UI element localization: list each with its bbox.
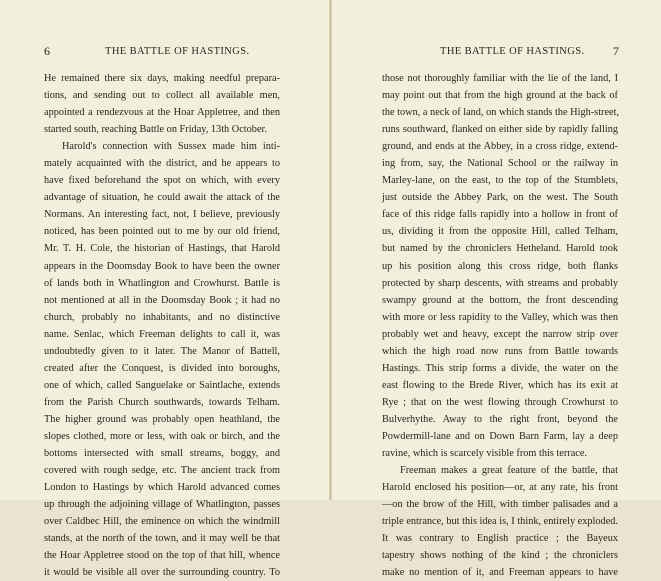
text-line: appears in the Doomsday Book to have been the owner xyxy=(44,260,280,272)
running-head: THE BATTLE OF HASTINGS. xyxy=(440,46,585,57)
text-line: The higher ground was probably open heathland, the xyxy=(44,413,280,425)
text-line: stands, at the north of the town, and it may well be that xyxy=(44,533,280,545)
text-line: runs southward, flanked on either side by rapidly falling xyxy=(382,124,618,136)
text-line: Normans. An interesting fact, not, I believe, previously xyxy=(44,209,280,221)
right-page xyxy=(332,0,661,579)
text-line: Rye ; that on the west flowing through Crowhurst to xyxy=(382,396,618,408)
text-line: Powdermill-lane and on Down Barn Farm, lay a deep xyxy=(382,430,618,442)
text-line: It was contrary to English practice ; the Bayeux xyxy=(382,533,618,545)
text-line: mately acquainted with the district, and he appears to xyxy=(44,158,280,170)
text-line: Harold enclosed his position—or, at any rate, his front xyxy=(382,482,618,494)
text-line: just outside the Abbey Park, on the west. The South xyxy=(382,192,618,204)
text-line: appointed a rendezvous at the Hoar Appletree, and then xyxy=(44,107,280,119)
text-line: Bulverhythe. Away to the right front, beyond the xyxy=(382,413,618,425)
text-line: with more or less rapidity to the Valley, which was then xyxy=(382,311,618,323)
text-line: created after the Conquest, is divided into boroughs, xyxy=(44,362,280,374)
text-line: Freeman makes a great feature of the battle, that xyxy=(400,465,618,477)
text-line: protected by sharp descents, with streams and probably xyxy=(382,277,618,289)
text-line: covered with rough sedge, etc. The ancient track from xyxy=(44,465,280,477)
text-line: which the high road now runs from Battle towards xyxy=(382,345,618,357)
text-line: ground, and ends at the Abbey, in a cross ridge, extend- xyxy=(382,141,618,153)
text-line: face of this ridge falls rapidly into a hollow in front of xyxy=(382,209,618,221)
text-line: Mr. T. H. Cole, the historian of Hastings, that Harold xyxy=(44,243,280,255)
text-line: Marley-lane, on the east, to the top of the Stumblets, xyxy=(382,175,618,187)
text-line: east flowing to the Brede River, which has its exit at xyxy=(382,379,618,391)
page-body xyxy=(44,70,280,581)
text-line: us, dividing it from the opposite Hill, called Telham, xyxy=(382,226,618,238)
text-line: one of which, called Sanguelake or Saintlache, extends xyxy=(44,379,280,391)
left-page xyxy=(0,0,329,579)
text-line: from the Parish Church southwards, towards Telham. xyxy=(44,396,280,408)
text-line: it would be visible all over the surrounding country. To xyxy=(44,567,280,579)
text-line: ravine, which is scarcely visible from this terrace. xyxy=(382,448,588,460)
page-body xyxy=(382,70,618,581)
text-line: started south, reaching Battle on Friday, 13th October. xyxy=(44,124,267,136)
text-line: slopes clothed, more or less, with oak or birch, and the xyxy=(44,430,280,442)
text-line: over Caldbec Hill, the eminence on which the windmill xyxy=(44,516,280,528)
text-line: bottoms intersected with small streams, boggy, and xyxy=(44,448,280,460)
page-number: 7 xyxy=(613,44,620,58)
text-line: but named by the chroniclers Hetheland. Harold took xyxy=(382,243,618,255)
page-number: 6 xyxy=(44,44,51,58)
text-line: noticed, has been pointed out to me by our old friend, xyxy=(44,226,280,238)
text-line: He remained there six days, making needful prepara- xyxy=(44,73,280,84)
text-line: Harold's connection with Sussex made him inti- xyxy=(62,141,280,153)
text-line: church, probably no inhabitants, and no distinctive xyxy=(44,311,280,323)
text-line: triple entrance, but this idea is, I think, entirely exploded. xyxy=(382,516,618,528)
text-line: of lands both in Whatlington and Crowhurst. Battle is xyxy=(44,277,280,289)
text-line: —on the brow of the Hill, with timber palisades and a xyxy=(382,499,618,511)
text-line: London to Hastings by which Harold advanced comes xyxy=(44,482,280,494)
text-line: those not thoroughly familiar with the lie of the land, I xyxy=(382,73,618,84)
text-line: advantage of situation, he could await the attack of the xyxy=(44,192,280,204)
text-line: up his position along this cross ridge, both flanks xyxy=(382,260,618,272)
text-line: name. Senlac, which Freeman delights to call it, was xyxy=(44,328,280,340)
text-line: swampy ground at the bottom, the front descending xyxy=(382,294,618,306)
running-head: THE BATTLE OF HASTINGS. xyxy=(105,46,250,57)
text-line: tions, and sending out to collect all available men, xyxy=(44,90,280,102)
text-line: tapestry shows nothing of the kind ; the chroniclers xyxy=(382,550,618,562)
text-line: the town, a neck of land, on which stands the High-street, xyxy=(382,107,620,119)
text-line: may point out that from the high ground at the back of xyxy=(382,90,618,102)
text-line: undoubtedly given to it later. The Manor of Battell, xyxy=(44,345,280,357)
text-line: not mentioned at all in the Doomsday Book ; it had no xyxy=(44,294,280,306)
text-line: have fixed beforehand the spot on which, with every xyxy=(44,175,280,187)
text-line: Hastings. This strip forms a divide, the water on the xyxy=(382,362,618,374)
text-line: probably wet and heavy, except the narrow strip over xyxy=(382,328,618,340)
text-line: up through the adjoining village of Whatlington, passes xyxy=(44,499,280,511)
text-line: the Hoar Appletree stood on the top of that hill, whence xyxy=(44,550,280,562)
text-line: make no mention of it, and Freeman appears to have xyxy=(382,567,618,579)
text-line: ing from, say, the National School or the railway in xyxy=(382,158,618,170)
